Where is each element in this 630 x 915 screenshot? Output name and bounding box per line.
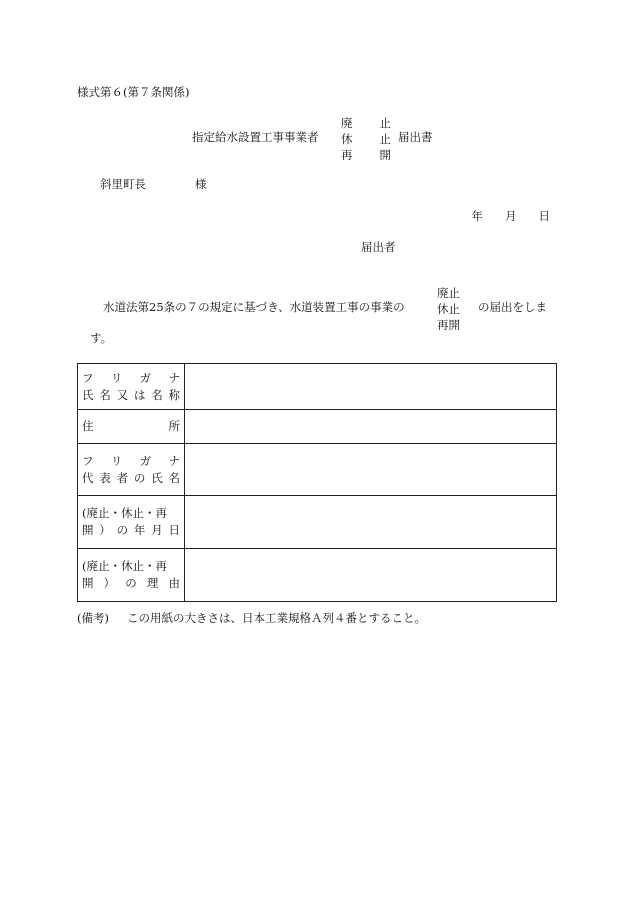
row-value-field[interactable]: [185, 496, 557, 549]
notifier-label: 届出者: [361, 240, 396, 254]
row-label: [78, 496, 185, 549]
row-label-line: 開 ） の 年 月 日: [82, 523, 180, 537]
body-option-resume: 再開: [437, 318, 460, 332]
table-row: [78, 364, 557, 410]
title-option-stack: [341, 115, 391, 163]
row-value-field[interactable]: [185, 364, 557, 410]
row-label-line: フ リ ガ ナ: [82, 453, 180, 468]
title-option-resume: 再 開: [341, 148, 391, 162]
row-label-line: 代 表 者 の 氏 名: [82, 470, 180, 485]
body-text-before: 水道法第25条の７の規定に基づき、水道装置工事の事業の: [103, 300, 405, 314]
date-day: 日: [538, 209, 550, 223]
row-value-field[interactable]: [185, 444, 557, 496]
addressee-honorific: 様: [195, 177, 207, 191]
row-label-line: (廃止・休止・再: [82, 506, 167, 520]
row-label: [78, 549, 185, 602]
title-prefix: 指定給水設置工事事業者: [192, 130, 319, 144]
date-year: 年: [471, 209, 483, 223]
body-option-stack: [437, 285, 460, 333]
row-label-line: フ リ ガ ナ: [82, 370, 180, 385]
title-option-abolish: 廃 止: [341, 116, 391, 130]
body-text-wrap: す。: [90, 331, 113, 345]
title-suffix: 届出書: [398, 130, 433, 144]
date-month: 月: [505, 209, 517, 223]
body-option-suspend: 休止: [437, 302, 460, 316]
info-table: [77, 363, 557, 602]
remarks-line: [77, 612, 426, 626]
row-label-line: 開 ） の 理 由: [82, 576, 180, 590]
table-row: [78, 496, 557, 549]
row-label: [78, 410, 185, 444]
table-row: [78, 410, 557, 444]
row-label-line: 氏 名 又 は 名 称: [82, 387, 180, 402]
remarks-label: (備考): [77, 611, 109, 625]
row-label: [78, 444, 185, 496]
table-row: [78, 444, 557, 496]
form-number-label: 様式第６(第７条関係): [77, 85, 190, 99]
row-value-field[interactable]: [185, 410, 557, 444]
body-option-abolish: 廃止: [437, 286, 460, 300]
date-line: [472, 210, 551, 224]
row-label-line: 住 所: [82, 419, 180, 433]
title-option-suspend: 休 止: [341, 132, 391, 146]
row-value-field[interactable]: [185, 549, 557, 602]
addressee-name: 斜里町長: [100, 177, 146, 191]
table-row: [78, 549, 557, 602]
row-label-line: (廃止・休止・再: [82, 559, 167, 573]
row-label: [78, 364, 185, 410]
remarks-text: この用紙の大きさは、日本工業規格Ａ列４番とすること。: [126, 611, 426, 625]
body-text-after: の届出をしま: [478, 300, 547, 314]
